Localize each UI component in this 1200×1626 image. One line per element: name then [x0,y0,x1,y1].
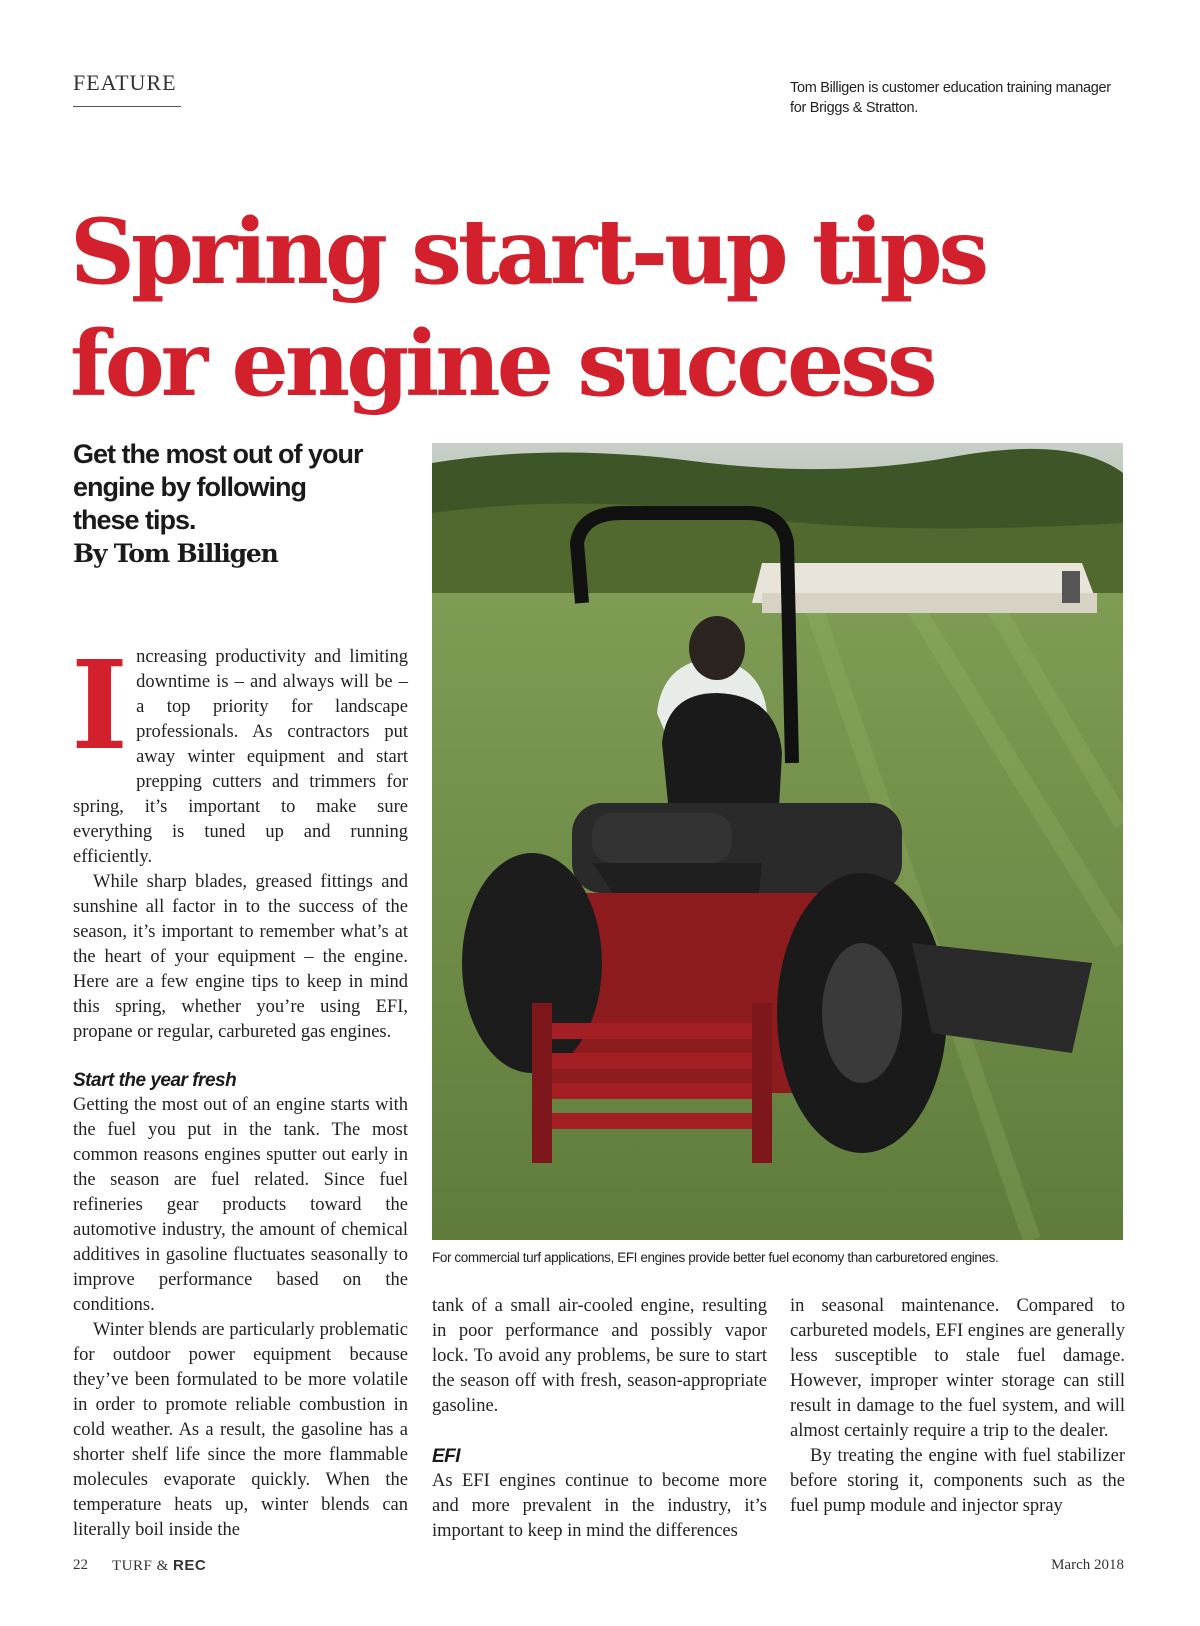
intro-text: ncreasing productivity and limiting downtime is – and always will be – a top priority for landscape professionals. As contractors put away winter equipment and start prepping cutters and trimmers for spring, it’s important to make sure everything is tuned up and running efficiently. [73,647,408,867]
issue-date: March 2018 [1051,1557,1124,1573]
deck-text: Get the most out of your engine by following these tips. [73,439,363,535]
magazine-name-light: TURF & [112,1558,174,1574]
subhead-start-the-year-fresh: Start the year fresh [73,1070,237,1091]
headline-line-2: for engine success [70,311,934,417]
paragraph-7: in seasonal maintenance. Compared to carbureted models, EFI engines are generally less susceptible to stale fuel damage. However, improper winter storage can still result in damage to the fuel system, and will almost certainly require a trip to the dealer. [790,1296,1125,1441]
paragraph-6: As EFI engines continue to become more and more prevalent in the industry, it’s important to keep in mind the differences [432,1471,767,1541]
zero-turn-mower-illustration [432,443,1123,1240]
photo-caption: For commercial turf applications, EFI engines provide better fuel economy than carburetored engines. [432,1250,999,1265]
magazine-name [112,1557,206,1575]
paragraph-5: tank of a small air-cooled engine, resulting in poor performance and possibly vapor lock. To avoid any problems, be sure to start the season off with fresh, season-appropriate gasoline. [432,1296,767,1416]
intro-paragraph [71,633,408,870]
article-column-1-top [71,633,408,1045]
page-number: 22 [73,1557,88,1573]
headline [70,196,1150,420]
paragraph-8: By treating the engine with fuel stabilizer before storing it, components such as the fuel pump module and injector spray [790,1446,1125,1516]
headline-line-1: Spring start-up tips [70,199,986,305]
paragraph-4: Winter blends are particularly problematic for outdoor power equipment because they’ve been formulated to be more volatile in order to promote reliable combustion in cold weather. As a result, the gasoline has a shorter shelf life since the more flammable molecules evaporate quickly. When the temperature heats up, winter blends can literally boil inside the [73,1320,408,1540]
magazine-name-bold: REC [173,1557,207,1574]
author-note: Tom Billigen is customer education training manager for Briggs & Stratton. [790,80,1111,116]
drop-cap: I [71,633,129,777]
paragraph-2: While sharp blades, greased fittings and sunshine all factor in to the success of the season, it’s important to remember what’s at the heart of your equipment – the engine. Here are a few engine tips to keep in mind this spring, whether you’re using EFI, propane or regular, carbureted gas engines. [73,872,408,1042]
section-rule [73,106,181,107]
byline: By Tom Billigen [73,539,278,568]
article-column-1-bottom [73,1068,408,1543]
subhead-efi: EFI [432,1446,461,1467]
mower-photo [432,443,1123,1240]
deck [73,438,373,570]
section-label: FEATURE [73,70,177,95]
article-column-2 [432,1294,767,1544]
article-column-3 [790,1294,1125,1519]
paragraph-3: Getting the most out of an engine starts with the fuel you put in the tank. The most common reasons engines sputter out early in the season are fuel related. Since fuel refineries gear products toward the automotive industry, the amount of chemical additives in gasoline fluctuates seasonally to improve performance based on the conditions. [73,1095,408,1315]
